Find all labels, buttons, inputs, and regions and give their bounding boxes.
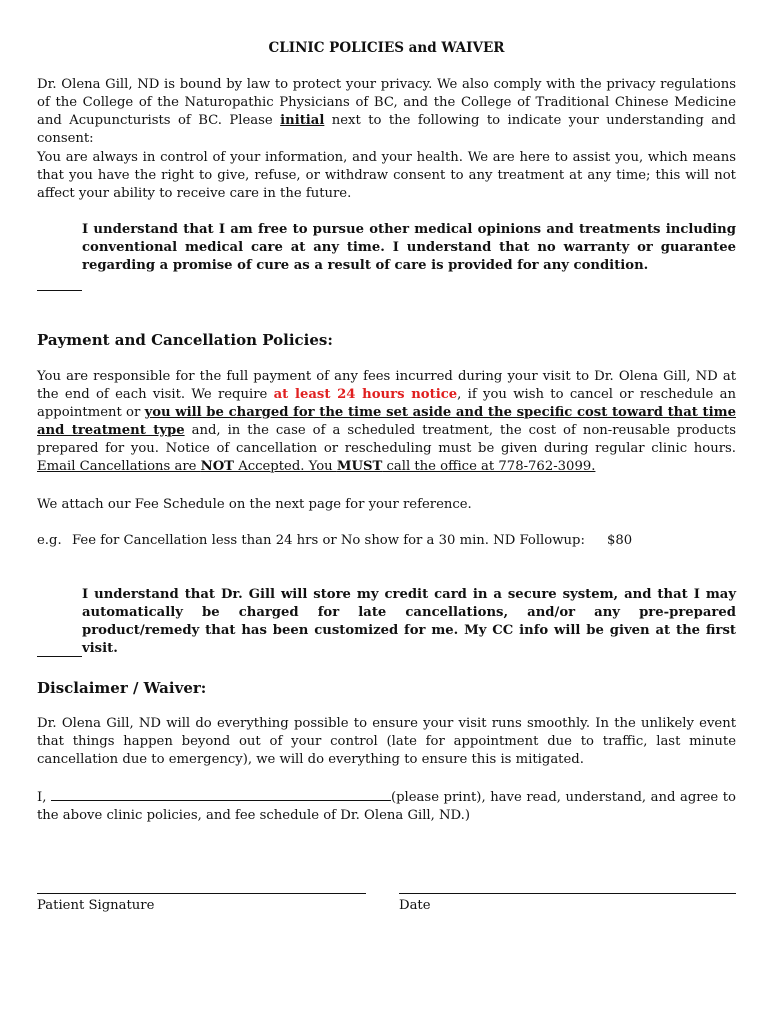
fee-schedule-note: We attach our Fee Schedule on the next page for your reference. bbox=[37, 497, 472, 512]
disclaimer-heading: Disclaimer / Waiver: bbox=[37, 679, 207, 697]
date-label: Date bbox=[399, 898, 431, 913]
privacy-text-end: next to the following to indicate your understanding and consent: bbox=[37, 113, 737, 146]
consent-statement-credit-card: I understand that Dr. Gill will store my credit card in a secure system, and that I may automatically be charged for late cancellations, and/or any pre-prepared product/remedy that has been customized for me. My CC info will be given at the first visit. bbox=[82, 587, 736, 656]
notice-highlight: at least 24 hours notice bbox=[273, 387, 458, 402]
example-prefix: e.g. bbox=[37, 533, 62, 548]
initial-keyword: initial bbox=[280, 113, 325, 128]
payment-paragraph bbox=[37, 368, 736, 476]
email-cancellation-notice bbox=[37, 459, 595, 474]
payment-heading: Payment and Cancellation Policies: bbox=[37, 331, 333, 349]
fee-example bbox=[37, 532, 736, 550]
payment-text-3: and, in the case of a scheduled treatment, the cost of non-reusable products prepared for you. Notice of cancellation or rescheduling must be given during regular clinic hours. bbox=[37, 423, 736, 456]
patient-signature-field[interactable] bbox=[37, 893, 366, 894]
privacy-paragraph bbox=[37, 76, 736, 148]
document-title: CLINIC POLICIES and WAIVER bbox=[268, 40, 505, 56]
privacy-text: Dr. Olena Gill, ND is bound by law to protect your privacy. We also comply with the privacy regulations of the College of the Naturopathic Physicians of BC, and the College of Traditional Chinese Medicine and Acupuncturists of BC. Please bbox=[37, 77, 736, 128]
email-notice-text-2: Accepted. You bbox=[234, 459, 337, 474]
agreement-prefix: I, bbox=[37, 790, 51, 805]
date-field[interactable] bbox=[399, 893, 736, 894]
consent-statement-medical: I understand that I am free to pursue other medical opinions and treatments including conventional medical care at any time. I understand that no warranty or guarantee regarding a promise of cure as a result of care is provided for any condition. bbox=[82, 222, 736, 273]
payment-text: You are responsible for the full payment of any fees incurred during your visit to Dr. Olena Gill, ND at the end of each visit. We require bbox=[37, 369, 736, 402]
charge-warning: you will be charged for the time set aside and the specific cost toward that time and treatment type bbox=[37, 405, 736, 438]
disclaimer-paragraph: Dr. Olena Gill, ND will do everything possible to ensure your visit runs smoothly. In the unlikely event that things happen beyond out of your control (late for appointment due to traffic, last minute cancellation due to emergency), we will do everything to ensure this is mitigated. bbox=[37, 716, 736, 767]
initial-field-credit-card[interactable] bbox=[37, 656, 82, 657]
initial-field-medical[interactable] bbox=[37, 290, 82, 291]
control-paragraph: You are always in control of your information, and your health. We are here to assist you, which means that you have the right to give, refuse, or withdraw consent to any treatment at any time; this will not affect your ability to receive care in the future. bbox=[37, 150, 736, 201]
email-notice-text: Email Cancellations are bbox=[37, 459, 201, 474]
patient-signature-label: Patient Signature bbox=[37, 898, 155, 913]
agreement-statement bbox=[37, 788, 736, 825]
office-phone-text: call the office at 778-762-3099. bbox=[382, 459, 596, 474]
payment-text-2: , if you wish to cancel or reschedule an appointment or bbox=[37, 387, 737, 420]
not-keyword: NOT bbox=[200, 459, 234, 474]
example-price: $80 bbox=[607, 533, 633, 548]
must-keyword: MUST bbox=[336, 459, 383, 474]
print-name-field[interactable] bbox=[51, 788, 391, 801]
policy-document bbox=[37, 0, 736, 1024]
agreement-text: (please print), have read, understand, and agree to the above clinic policies, and fee schedule of Dr. Olena Gill, ND.) bbox=[37, 790, 736, 823]
example-description: Fee for Cancellation less than 24 hrs or No show for a 30 min. ND Followup: bbox=[72, 533, 585, 548]
